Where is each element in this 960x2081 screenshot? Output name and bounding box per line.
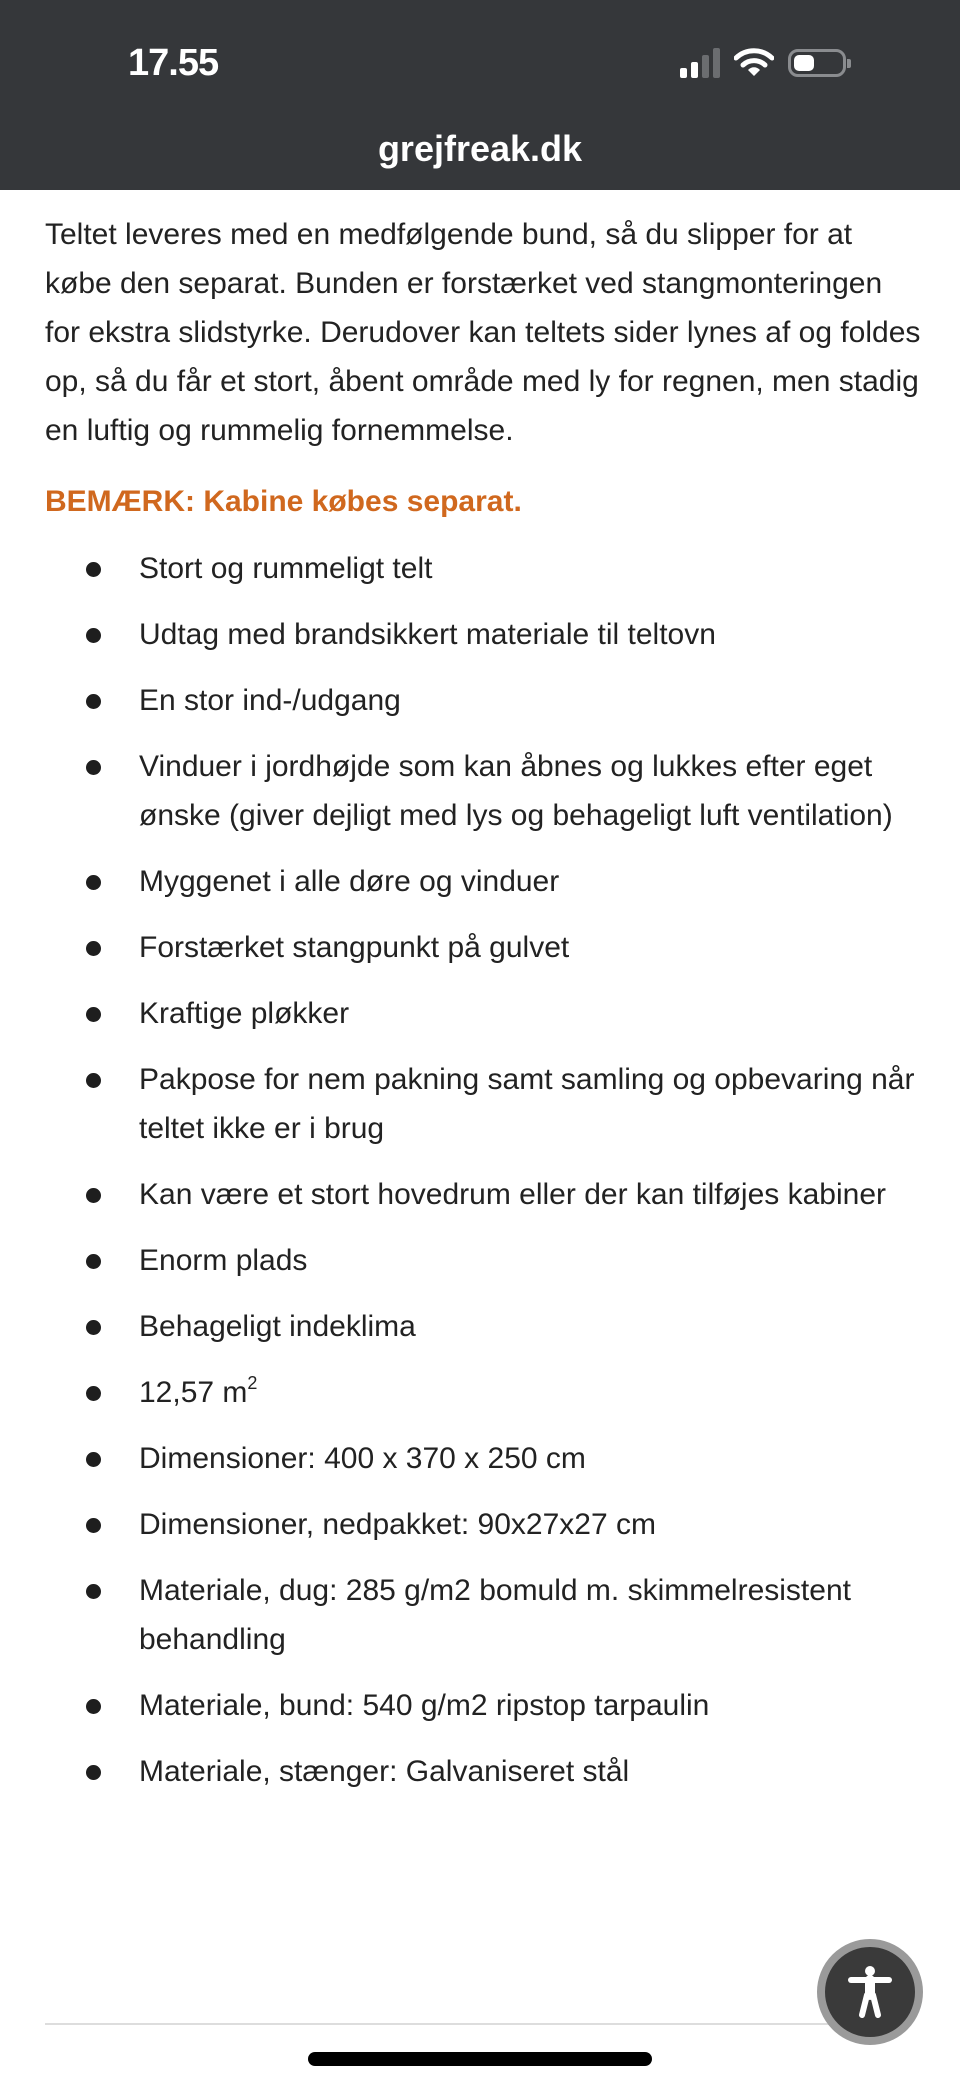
bullet-icon — [86, 1254, 101, 1269]
status-icons — [680, 48, 846, 78]
feature-list-item — [139, 1055, 925, 1153]
bullet-icon — [86, 1699, 101, 1714]
feature-list-item — [139, 544, 925, 593]
separate-purchase-note: BEMÆRK: Kabine købes separat. — [45, 485, 522, 518]
feature-text: Kan være et stort hovedrum eller der kan tilføjes kabiner — [139, 1178, 886, 1211]
feature-list-item — [139, 1500, 925, 1549]
feature-text: Udtag med brandsikkert materiale til teltovn — [139, 618, 716, 651]
feature-text: Kraftige pløkker — [139, 997, 350, 1030]
feature-list-item — [139, 1434, 925, 1483]
bullet-icon — [86, 941, 101, 956]
feature-list-item — [139, 923, 925, 972]
bullet-icon — [86, 1188, 101, 1203]
feature-list-item — [139, 857, 925, 906]
feature-text: 12,57 m — [139, 1376, 248, 1409]
bullet-icon — [86, 1452, 101, 1467]
feature-text: Dimensioner, nedpakket: 90x27x27 cm — [139, 1508, 656, 1541]
feature-list-item — [139, 1747, 925, 1796]
bullet-icon — [86, 875, 101, 890]
feature-text: Materiale, stænger: Galvaniseret stål — [139, 1755, 630, 1788]
bullet-icon — [86, 760, 101, 775]
bullet-icon — [86, 1320, 101, 1335]
battery-icon — [788, 49, 846, 77]
wifi-icon — [734, 48, 774, 78]
bullet-icon — [86, 562, 101, 577]
bullet-icon — [86, 628, 101, 643]
feature-text: Materiale, bund: 540 g/m2 ripstop tarpaulin — [139, 1689, 710, 1722]
feature-list-item — [139, 1236, 925, 1285]
feature-text: Pakpose for nem pakning samt samling og opbevaring når teltet ikke er i brug — [139, 1063, 915, 1145]
bullet-icon — [86, 694, 101, 709]
url-bar[interactable]: grejfreak.dk — [377, 128, 583, 169]
status-time: 17.55 — [128, 42, 219, 84]
browser-header — [0, 0, 960, 190]
bullet-icon — [86, 1518, 101, 1533]
feature-list-item — [139, 742, 925, 840]
feature-list-item — [139, 610, 925, 659]
feature-text: Behageligt indeklima — [139, 1310, 416, 1343]
feature-text: En stor ind-/udgang — [139, 684, 401, 717]
area-superscript: 2 — [247, 1373, 258, 1393]
feature-text: Materiale, dug: 285 g/m2 bomuld m. skimmelresistent behandling — [139, 1574, 851, 1656]
bullet-icon — [86, 1584, 101, 1599]
cellular-signal-icon — [680, 48, 720, 78]
feature-text: Vinduer i jordhøjde som kan åbnes og lukkes efter eget ønske (giver dejligt med lys og behageligt luft ventilation) — [139, 750, 893, 832]
feature-text: Stort og rummeligt telt — [139, 552, 433, 585]
accessibility-button[interactable] — [817, 1939, 923, 2045]
description-paragraph: Teltet leveres med en medfølgende bund, så du slipper for at købe den separat. Bunden er forstærket ved stangmonteringen for ekstra slidstyrke. Derudover kan teltets sider lynes af og foldes op, så du får et stort, åbent område med ly for regnen, men stadig en luftig og rummelig fornemmelse. — [45, 218, 921, 447]
divider — [45, 2023, 865, 2025]
bullet-icon — [86, 1007, 101, 1022]
accessibility-icon — [848, 1965, 892, 2019]
feature-list-item — [139, 1302, 925, 1351]
home-indicator[interactable] — [308, 2052, 652, 2066]
bullet-icon — [86, 1765, 101, 1780]
bullet-icon — [86, 1073, 101, 1088]
article-content — [45, 210, 925, 1813]
feature-list-item — [139, 1368, 925, 1417]
bullet-icon — [86, 1386, 101, 1401]
feature-list-item — [139, 1170, 925, 1219]
feature-list-item — [139, 1681, 925, 1730]
feature-list-item — [139, 1566, 925, 1664]
feature-text: Forstærket stangpunkt på gulvet — [139, 931, 570, 964]
feature-text: Dimensioner: 400 x 370 x 250 cm — [139, 1442, 586, 1475]
feature-list — [45, 544, 925, 1796]
feature-list-item — [139, 676, 925, 725]
feature-text: Enorm plads — [139, 1244, 308, 1277]
feature-list-item — [139, 989, 925, 1038]
feature-text: Myggenet i alle døre og vinduer — [139, 865, 560, 898]
